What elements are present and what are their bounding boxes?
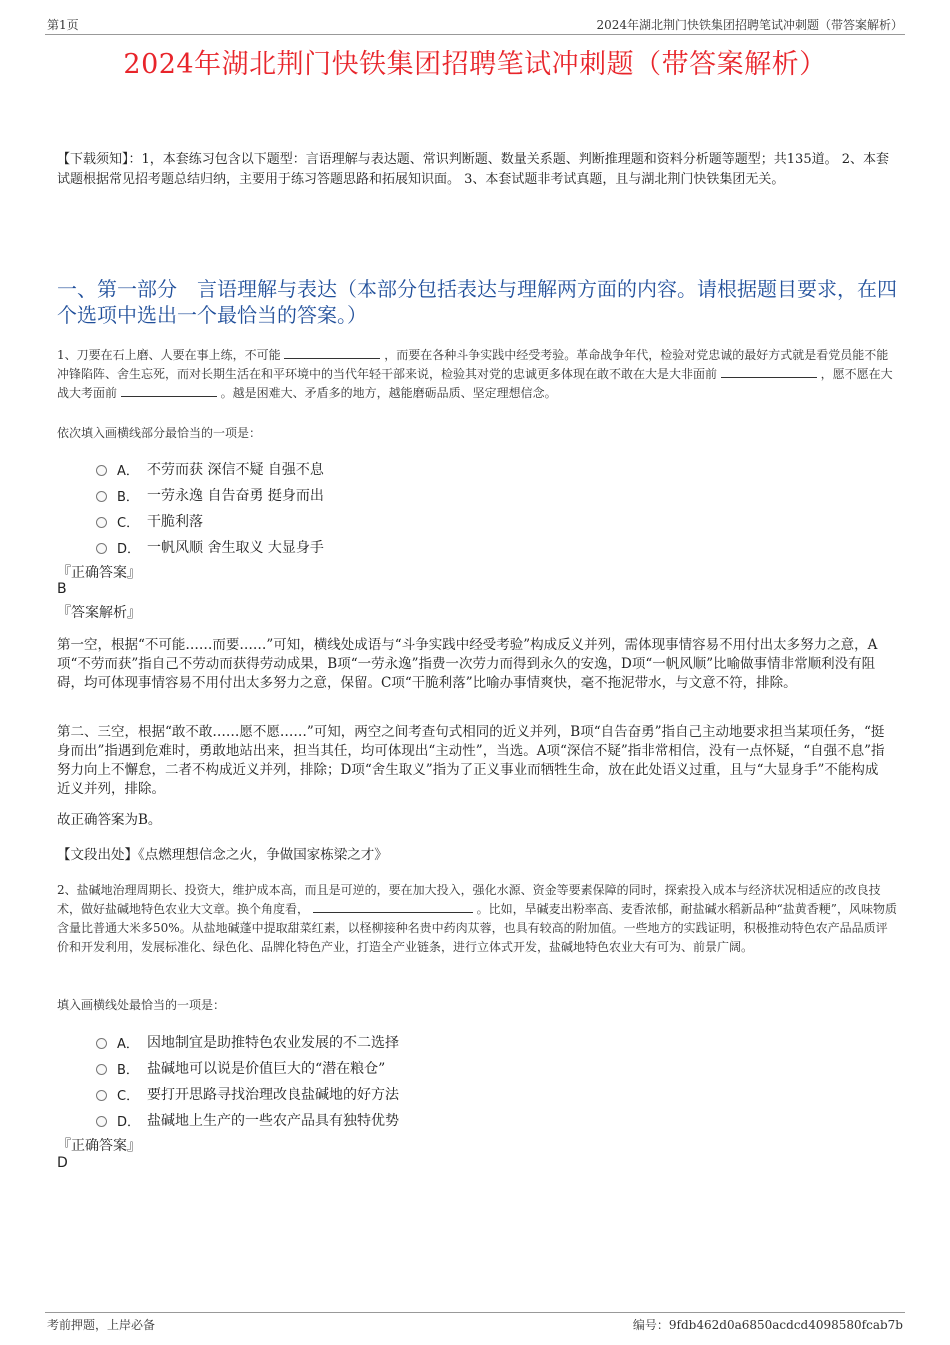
question-1-text [57,346,897,403]
footer-doc-id: 编号：9fdb462d0a6850acdcd4098580fcab7b [632,1318,903,1332]
radio-icon[interactable] [96,1116,107,1127]
q1-analysis-2: 第二、三空，根据“敢不敢……愿不愿……”可知，两空之间考查句式相同的近义并列，B项“自告奋勇”指自己主动地要求担当某项任务，“挺身而出”指遇到危难时，勇敢地站出来，担当其任，均可体现出“主动性”，当选。A项“深信不疑”指非常相信，没有一点怀疑，“自强不息”指努力向上不懈怠，二者不构成近义并列，排除；D项“舍生取义”指为了正义事业而牺牲生命，放在此处语义过重，且与“大显身手”不能构成近义并列，排除。 [57,724,885,797]
q1-text-a: 1、刀要在石上磨、人要在事上练，不可能 [57,348,281,362]
q1-text-d: 。越是困难大、矛盾多的地方，越能磨砺品质、坚定理想信念。 [220,386,557,400]
q1-source: 【文段出处】《点燃理想信念之火，争做国家栋梁之才》 [57,847,388,863]
q2-prompt: 填入画横线处最恰当的一项是： [57,998,226,1012]
page-header [45,14,905,35]
q2-options [96,1029,399,1133]
section-title: 一、第一部分 言语理解与表达（本部分包括表达与理解两方面的内容。请根据题目要求，在四个选项中选出一个最恰当的答案。） [57,277,897,327]
q2-blank-1 [313,900,473,913]
radio-icon[interactable] [96,465,107,476]
q1-analysis-1: 第一空，根据“不可能……而要……”可知，横线处成语与“斗争实践中经受考验”构成反义并列，需体现事情容易不用付出太多努力之意，A项“不劳而获”指自己不劳动而获得劳动成果，B项“一劳永逸”指费一次劳力而得到永久的安逸，D项“一帆风顺”比喻做事情非常顺利没有阻碍，均可体现事情容易不用付出太多努力之意，保留。C项“干脆利落”比喻办事情爽快，毫不拖泥带水，与文意不符，排除。 [57,637,878,691]
footer-slogan: 考前押题，上岸必备 [47,1318,156,1332]
q1-text-b: ，而要在各种斗争实践中经受考验。革命战争年代，检验对党忠诚的最好方式就是看党员能不能冲锋陷阵、舍生忘死，而对长期生活在和平环境中的当代年轻干部来说，检验其对党的忠诚更多体现在敢不敢在大是大非面前 [57,348,889,381]
q1-blank-2 [721,365,817,378]
radio-icon[interactable] [96,1064,107,1075]
download-notice: 【下载须知】：1，本套练习包含以下题型：言语理解与表达题、常识判断题、数量关系题、判断推理题和资料分析题等题型；共135道。 2、本套试题根据常见招考题总结归纳，主要用于练习答题思路和拓展知识面。 3、本套试题非考试真题，且与湖北荆门快铁集团无关。 [57,152,889,187]
header-doc-title: 2024年湖北荆门快铁集团招聘笔试冲刺题（带答案解析） [596,18,903,32]
q2-option-b[interactable]: B． 盐碱地可以说是价值巨大的“潜在粮仓” [96,1055,399,1081]
q1-option-a[interactable]: A． 不劳而获 深信不疑 自强不息 [96,456,324,482]
q1-prompt: 依次填入画横线部分最恰当的一项是： [57,426,262,440]
q2-text-b: 。比如，旱碱麦出粉率高、麦香浓郁，耐盐碱水稻新品种“盐黄香粳”，风味物质含量比普通大米多50%。从盐地碱蓬中提取甜菜红素，以柽柳接种名贵中药肉苁蓉，也具有较高的附加值。一些地方的实践证明，积极推动特色农产品品质评价和开发利用，发展标准化、绿色化、品牌化特色产业，打造全产业链条，进行立体式开发，盐碱地特色农业大有可为、前景广阔。 [57,902,897,954]
q1-text-c: ，愿不愿在大战大考面前 [57,367,893,400]
radio-icon[interactable] [96,491,107,502]
q2-answer-label: 『正确答案』 [57,1138,141,1154]
radio-icon[interactable] [96,1038,107,1049]
q1-option-c[interactable]: C． 干脆利落 [96,508,324,534]
page-number: 第1页 [47,18,79,32]
q1-conclusion: 故正确答案为B。 [57,812,162,828]
page-footer [45,1312,905,1332]
q2-option-a[interactable]: A． 因地制宜是助推特色农业发展的不二选择 [96,1029,399,1055]
q1-blank-3 [121,384,217,397]
question-2-text [57,881,897,957]
q1-option-d[interactable]: D． 一帆风顺 舍生取义 大显身手 [96,534,324,560]
q2-option-c[interactable]: C． 要打开思路寻找治理改良盐碱地的好方法 [96,1081,399,1107]
q2-text-a: 2、盐碱地治理周期长、投资大，维护成本高，而且是可逆的，要在加大投入，强化水源、资金等要素保障的同时，探索投入成本与经济状况相适应的改良技术，做好盐碱地特色农业大文章。换个角度看， [57,883,881,916]
radio-icon[interactable] [96,1090,107,1101]
q1-analysis-label: 『答案解析』 [57,605,141,621]
radio-icon[interactable] [96,517,107,528]
q2-option-d[interactable]: D． 盐碱地上生产的一些农产品具有独特优势 [96,1107,399,1133]
q1-answer: B [57,581,67,597]
q1-option-b[interactable]: B． 一劳永逸 自告奋勇 挺身而出 [96,482,324,508]
q1-options [96,456,324,560]
document-title: 2024年湖北荆门快铁集团招聘笔试冲刺题（带答案解析） [123,49,827,80]
radio-icon[interactable] [96,543,107,554]
q1-blank-1 [284,346,380,359]
q2-answer: D [57,1155,68,1171]
q1-answer-label: 『正确答案』 [57,565,141,581]
